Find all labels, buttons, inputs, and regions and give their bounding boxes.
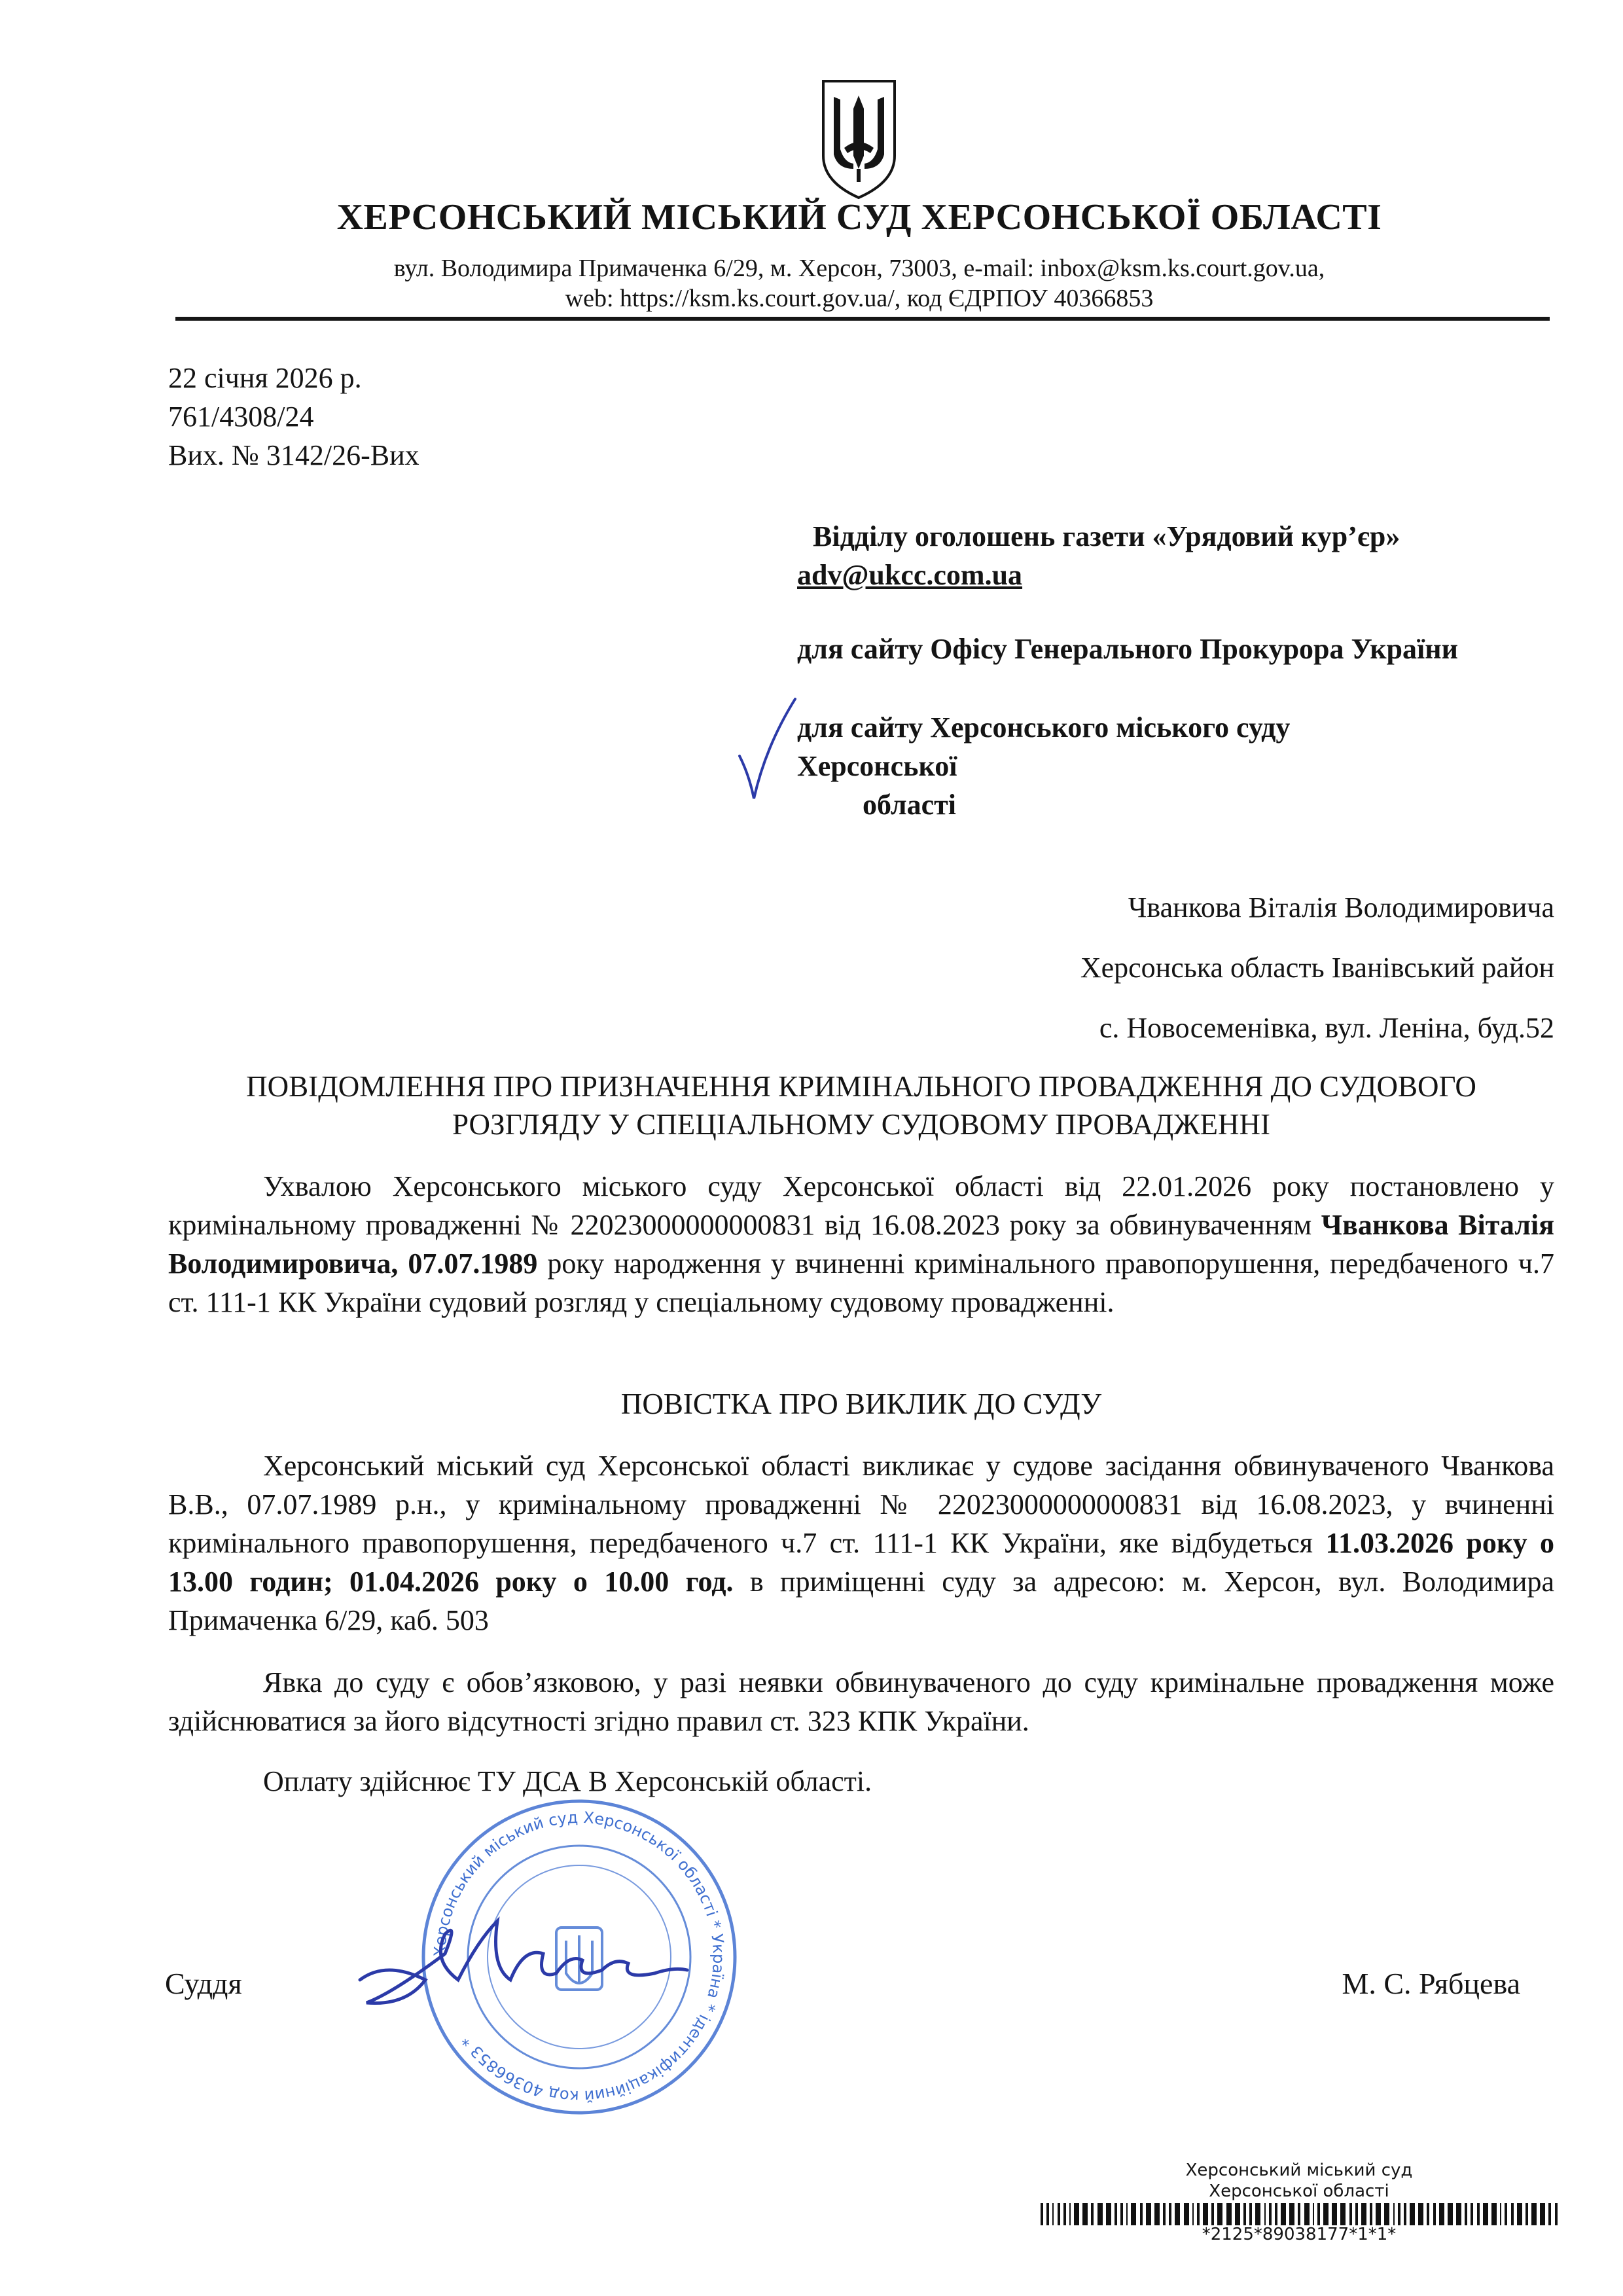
barcode [1041, 2203, 1558, 2225]
notice-paragraph [168, 1167, 1554, 1321]
barcode-bar [1548, 2203, 1551, 2225]
recipient-court-site-2: Херсонської [797, 750, 957, 782]
barcode-bar [1410, 2203, 1415, 2225]
barcode-bar [1298, 2203, 1300, 2225]
court-web: web: https://ksm.ks.court.gov.ua/, код ЄДРПОУ 40366853 [565, 285, 1154, 312]
judge-name: М. С. Рябцева [1342, 1967, 1520, 2000]
barcode-bar [1404, 2203, 1406, 2225]
barcode-bar [1217, 2203, 1222, 2225]
addressee-address: с. Новосеменівка, вул. Леніна, буд.52 [1099, 1012, 1554, 1044]
barcode-bar [1340, 2203, 1346, 2225]
barcode-bar [1063, 2203, 1066, 2225]
payment-text: Оплату здійснює ТУ ДСА В Херсонській області. [263, 1765, 872, 1797]
addressee-name: Чванкова Віталія Володимировича [1128, 891, 1554, 924]
barcode-bar [1418, 2203, 1423, 2225]
attendance-text: Явка до суду є обов’язковою, у разі неявки обвинуваченого до суду кримінальне провадження може здійснюватися за його відсутності згідно правил ст. 323 КПК України. [168, 1666, 1554, 1737]
barcode-bar [1255, 2203, 1260, 2225]
case-number: 761/4308/24 [168, 401, 314, 433]
barcode-bar [1376, 2203, 1381, 2225]
document-date: 22 січня 2026 р. [168, 362, 362, 394]
barcode-bar [1211, 2203, 1214, 2225]
barcode-bar [1477, 2203, 1480, 2225]
barcode-bar [1106, 2203, 1111, 2225]
judge-signature [347, 1882, 694, 2026]
barcode-bar [1370, 2203, 1372, 2225]
court-name: ХЕРСОНСЬКИЙ МІСЬКИЙ СУД ХЕРСОНСЬКОЇ ОБЛАСТІ [336, 197, 1382, 238]
barcode-bar [1169, 2203, 1171, 2225]
barcode-bar [1197, 2203, 1200, 2225]
barcode-bar [1115, 2203, 1117, 2225]
barcode-bar [1555, 2203, 1558, 2225]
barcode-label-line2: Херсонської області [1209, 2181, 1389, 2201]
barcode-bar [1097, 2203, 1103, 2225]
barcode-bar [1058, 2203, 1060, 2225]
barcode-bar [1355, 2203, 1358, 2225]
barcode-bar [1131, 2203, 1136, 2225]
barcode-bar [1154, 2203, 1160, 2225]
barcode-bar [1313, 2203, 1314, 2225]
barcode-bar [1249, 2203, 1252, 2225]
summons-text: Херсонський міський суд Херсонської області викликає у судове засідання обвинуваченого Чванкова В.В., 07.07.1989 р.н., у кримінальному провадженні № 22023000000000831 від 16.08.2023, у вчиненні кримінального правопорушення, передбаченого ч.7 ст. 111-1 КК України, яке відбудеться [168, 1450, 1554, 1559]
barcode-bar [1052, 2203, 1054, 2225]
barcode-bar [1184, 2203, 1189, 2225]
barcode-bar [1289, 2203, 1294, 2225]
barcode-bar [1281, 2203, 1286, 2225]
addressee-region: Херсонська область Іванівський район [1080, 952, 1554, 984]
notice-heading [168, 1067, 1554, 1143]
barcode-bar [1427, 2203, 1429, 2225]
stamp-text: Херсонський міський суд Херсонської області * Україна * ідентифікаційний код 40366853 * [430, 1808, 728, 2106]
barcode-bar [1235, 2203, 1240, 2225]
outgoing-number: Вих. № 3142/26-Вих [168, 439, 419, 471]
barcode-bar [1091, 2203, 1094, 2225]
judge-role: Суддя [165, 1967, 242, 2000]
barcode-bar [1483, 2203, 1488, 2225]
barcode-bar [1361, 2203, 1366, 2225]
barcode-bar [1126, 2203, 1128, 2225]
barcode-bar [1332, 2203, 1337, 2225]
barcode-bar [1146, 2203, 1151, 2225]
accused-name: Чванкова Віталія Володимировича, 07.07.1989 [168, 1209, 1554, 1280]
barcode-bar [1041, 2203, 1043, 2225]
barcode-bar [1317, 2203, 1320, 2225]
barcode-bar [1175, 2203, 1180, 2225]
barcode-bar [1433, 2203, 1436, 2225]
barcode-bar [1465, 2203, 1467, 2225]
barcode-bar [1203, 2203, 1208, 2225]
barcode-bar [1500, 2203, 1501, 2225]
barcode-bar [1046, 2203, 1049, 2225]
barcode-bar [1243, 2203, 1246, 2225]
letter-body [165, 359, 1555, 2106]
recipient-prosecutor: для сайту Офісу Генерального Прокурора України [797, 633, 1458, 665]
barcode-bar [1471, 2203, 1473, 2225]
barcode-bar [1069, 2203, 1071, 2225]
recipient-court-site-3: області [863, 789, 956, 821]
summons-heading: ПОВІСТКА ПРО ВИКЛИК ДО СУДУ [620, 1388, 1102, 1420]
barcode-bar [1511, 2203, 1514, 2225]
barcode-bar [1074, 2203, 1079, 2225]
barcode-bar [1082, 2203, 1088, 2225]
barcode-block [1041, 2160, 1558, 2244]
barcode-bar [1304, 2203, 1310, 2225]
header-divider [175, 317, 1550, 321]
notice-heading-line2: РОЗГЛЯДУ У СПЕЦІАЛЬНОМУ СУДОВОМУ ПРОВАДЖЕННІ [452, 1108, 1270, 1141]
barcode-bar [1323, 2203, 1329, 2225]
recipient-court-site-1: для сайту Херсонського міського суду [797, 711, 1291, 744]
barcode-bar [1140, 2203, 1143, 2225]
handwritten-checkmark-icon [733, 694, 798, 805]
recipient-email-row [168, 556, 1554, 594]
barcode-bar [1398, 2203, 1400, 2225]
barcode-bar [1226, 2203, 1232, 2225]
barcode-bar [1163, 2203, 1166, 2225]
notice-heading-line1: ПОВІДОМЛЕННЯ ПРО ПРИЗНАЧЕННЯ КРИМІНАЛЬНОГО ПРОВАДЖЕННЯ ДО СУДОВОГО [246, 1070, 1476, 1103]
summons-location: в приміщенні суду за адресою: м. Херсон, вул. Володимира Примаченка 6/29, каб. 503 [168, 1566, 1554, 1636]
barcode-bar [1448, 2203, 1453, 2225]
barcode-number: *2125*89038177*1*1* [1202, 2225, 1397, 2244]
barcode-bar [1275, 2203, 1277, 2225]
hearing-dates: 11.03.2026 року о 13.00 годин; 01.04.2026 року о 10.00 год. [168, 1527, 1554, 1598]
attendance-paragraph [168, 1663, 1554, 1740]
barcode-bar [1491, 2203, 1497, 2225]
barcode-bar [1192, 2203, 1194, 2225]
barcode-bar [1439, 2203, 1444, 2225]
signature-row [165, 1808, 1554, 2106]
barcode-bar [1384, 2203, 1389, 2225]
recipient-newspaper: Відділу оголошень газети «Урядовий кур’єр» [813, 520, 1400, 552]
barcode-bar [1120, 2203, 1123, 2225]
recipient-email[interactable]: adv@ukcc.com.ua [797, 559, 1023, 591]
notice-text: Ухвалою Херсонського міського суду Херсонської області від 22.01.2026 року постановлено у кримінальному провадженні № 22023000000000831 від 16.08.2023 року за обвинуваченням [168, 1170, 1554, 1241]
barcode-bar [1540, 2203, 1545, 2225]
barcode-bar [1349, 2203, 1352, 2225]
barcode-bar [1456, 2203, 1461, 2225]
trident-emblem-icon [818, 77, 900, 202]
court-address: вул. Володимира Примаченка 6/29, м. Херсон, 73003, e-mail: inbox@ksm.ks.court.gov.ua, [393, 255, 1325, 282]
barcode-bar [1531, 2203, 1537, 2225]
barcode-bar [1264, 2203, 1266, 2225]
barcode-bar [1525, 2203, 1528, 2225]
barcode-bar [1269, 2203, 1272, 2225]
barcode-bar [1505, 2203, 1507, 2225]
barcode-bar [1517, 2203, 1522, 2225]
notice-text-end: року народження у вчиненні кримінального правопорушення, передбаченого ч.7 ст. 111-1 КК України судовий розгляд у спеціальному судовому провадженні. [168, 1247, 1555, 1318]
barcode-label-line1: Херсонський міський суд [1185, 2161, 1413, 2180]
summons-paragraph [168, 1446, 1554, 1640]
payment-paragraph [168, 1762, 1554, 1801]
barcode-bar [1393, 2203, 1395, 2225]
